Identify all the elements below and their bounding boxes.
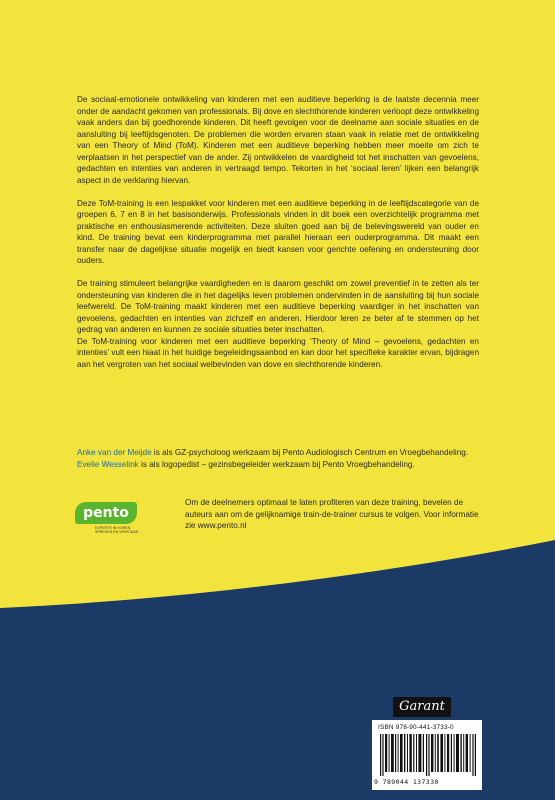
isbn-barcode-box (372, 720, 482, 790)
author-line (77, 447, 487, 459)
barcode-icon (380, 734, 476, 776)
authors-block (77, 447, 487, 470)
training-note: Om de deelnemers optimaal te laten profiteren van deze training, bevelen de auteurs aan om de gelijknamige train-de-trainer cursus te volgen. Voor informatie zie www.pento.nl (185, 498, 479, 530)
author-description: is als GZ-psycholoog werkzaam bij Pento Audiologisch Centrum en Vroegbehandeling. (151, 448, 469, 457)
paragraph-closing: De ToM-training voor kinderen met een auditieve beperking ‘Theory of Mind – gevoelens, gedachten en intenties’ vult een hiaat in het huidige begeleidingsaanbod en kan door het specifieke karakter ervan, bijdragen aan het vergroten van het sociaal welbevinden van dove en slechthorende kinderen. (77, 336, 479, 369)
publisher-logo: Garant (393, 697, 451, 717)
isbn-label: ISBN 978-90-441-3733-0 (378, 724, 454, 731)
author-line (77, 459, 487, 471)
barcode-digits: 9 789044 137330 (374, 778, 439, 786)
pento-logo-badge: pento (75, 502, 137, 524)
paragraph-skills: De training stimuleert belangrijke vaardigheden en is daarom geschikt om zowel preventief in te zetten als ter ondersteuning van kinderen die in het dagelijks leven problemen ondervinden in de aansluiting bij hun sociale leefwereld. De ToM-training maakt kinderen met een auditieve beperking vaardiger in het inschatten van gevoelens, gedachten en intenties van zichzelf en anderen. Hierdoor leren ze beter af te stemmen op het gedrag van anderen en kunnen ze sociale situaties beter inschatten. (77, 279, 479, 334)
author-name: Evelie Wesselink (77, 459, 139, 469)
pento-tagline: EXPERTS IN HOREN, SPREKEN EN VERSTAAN (95, 526, 139, 535)
back-cover-text (77, 94, 479, 382)
author-name: Anke van der Meijde (77, 448, 152, 457)
paragraph-training: Deze ToM-training is een lespakket voor kinderen met een auditieve beperking in de leeftijdscategorie van de groepen 6, 7 en 8 in het basisonderwijs. Professionals vinden in dit boek een overzichtelijk programma met praktische en enthousiasmerende activiteiten. Deze sluiten goed aan bij de belevingswereld van ouder en kind. De training bevat een kinderprogramma met parallel hieraan een ouderprogramma. Dit maakt een transfer naar de dagelijkse situatie mogelijk en biedt kansen voor gerichte oefening en ondersteuning door ouders. (77, 198, 479, 265)
paragraph-intro: De sociaal-emotionele ontwikkeling van kinderen met een auditieve beperking is de laatste decennia meer onder de aandacht gekomen van professionals. Bij dove en slechthorende kinderen verloopt deze ontwikkeling vaak anders dan bij goedhorende kinderen. Dit heeft gevolgen voor de deelname aan sociale situaties en de aansluiting bij leeftijdsgenoten. De problemen die worden ervaren staan vaak in relatie met de ontwikkeling van een Theory of Mind (ToM). Kinderen met een auditieve beperking hebben meer moeite om zich te verplaatsen in het perspectief van de ander. Zij ontwikkelen de vaardigheid tot het inschatten van gevoelens, gedachten en intenties van anderen in vertraagd tempo. Tekorten in het ‘sociaal leren’ lijken een belangrijk aspect in de verklaring hiervan. (77, 95, 479, 185)
author-description: is als logopedist – gezinsbegeleider werkzaam bij Pento Vroegbehandeling. (138, 459, 415, 469)
pento-logo (75, 502, 139, 534)
